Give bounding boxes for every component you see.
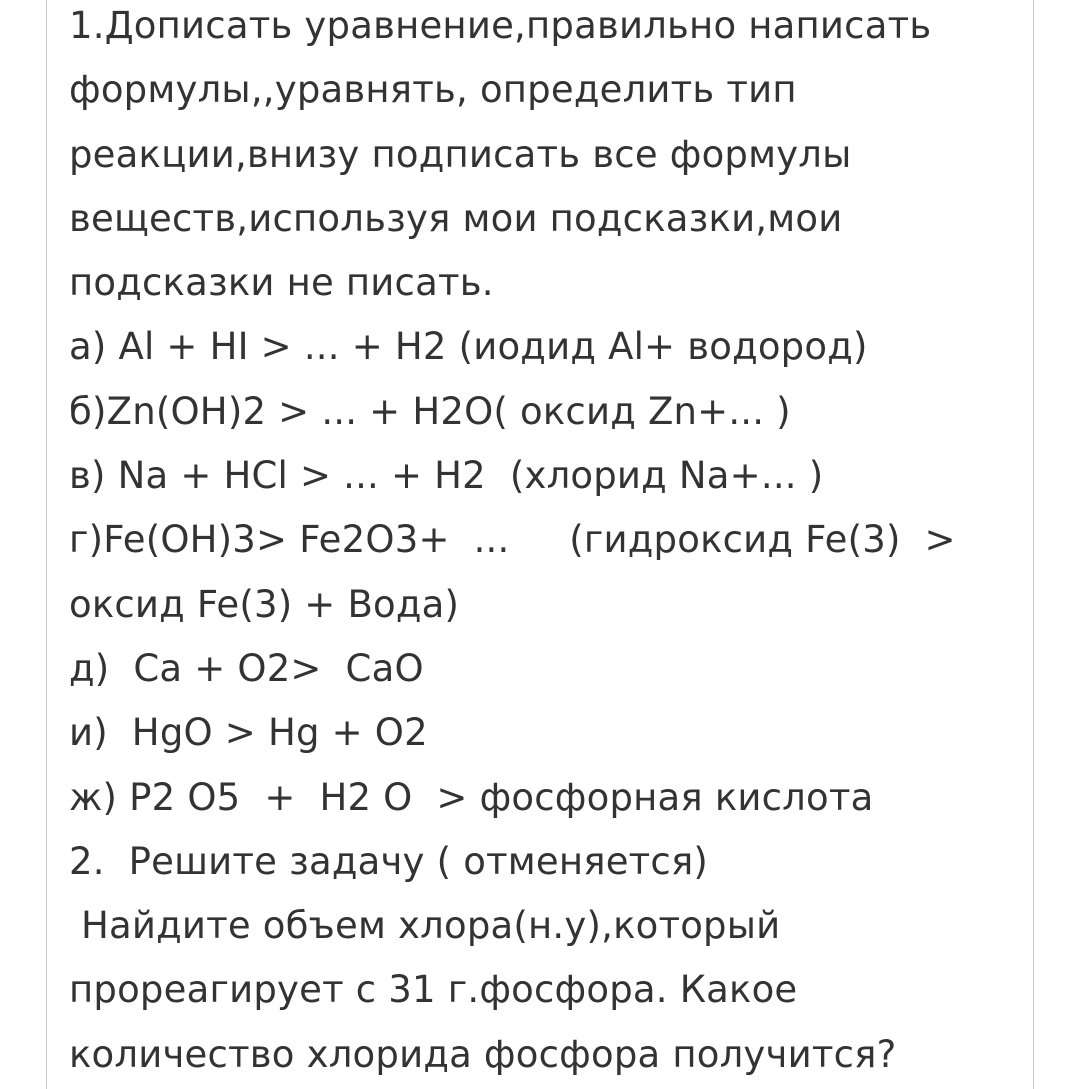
text-line: 1.Дописать уравнение,правильно написать <box>69 4 932 47</box>
text-line: прореагирует с 31 г.фосфора. Какое <box>69 968 798 1012</box>
equation-line: оксид Fe(3) + Вода) <box>69 582 460 626</box>
text-line: реакции,внизу подписать все формулы <box>69 132 852 176</box>
equation-line: б)Zn(OH)2 > ... + H2O( оксид Zn+... ) <box>69 389 791 433</box>
text-line: формулы,,уравнять, определить тип <box>69 68 797 112</box>
equation-line: а) Al + HI > ... + H2 (иодид Al+ водород) <box>69 325 868 369</box>
equation-line: и) HgO > Hg + O2 <box>69 711 428 755</box>
text-line: Найдите объем хлора(н.у),который <box>69 904 781 948</box>
equation-line: д) Ca + O2> CaO <box>69 646 424 690</box>
text-line: 2. Решите задачу ( отменяется) <box>69 839 709 883</box>
text-line: веществ,используя мои подсказки,мои <box>69 196 843 240</box>
right-border <box>1033 0 1034 1089</box>
text-line: количество хлорида фосфора получится? <box>69 1032 897 1076</box>
equation-line: ж) P2 O5 + H2 O > фосфорная кислота <box>69 775 874 819</box>
left-border <box>46 0 47 1089</box>
text-line: подсказки не писать. <box>69 261 494 305</box>
equation-line: г)Fe(OH)3> Fe2O3+ ... (гидроксид Fe(3) > <box>69 518 956 562</box>
equation-line: в) Na + HCl > ... + H2 (хлорид Na+... ) <box>69 454 824 498</box>
task-text <box>69 0 1029 1087</box>
